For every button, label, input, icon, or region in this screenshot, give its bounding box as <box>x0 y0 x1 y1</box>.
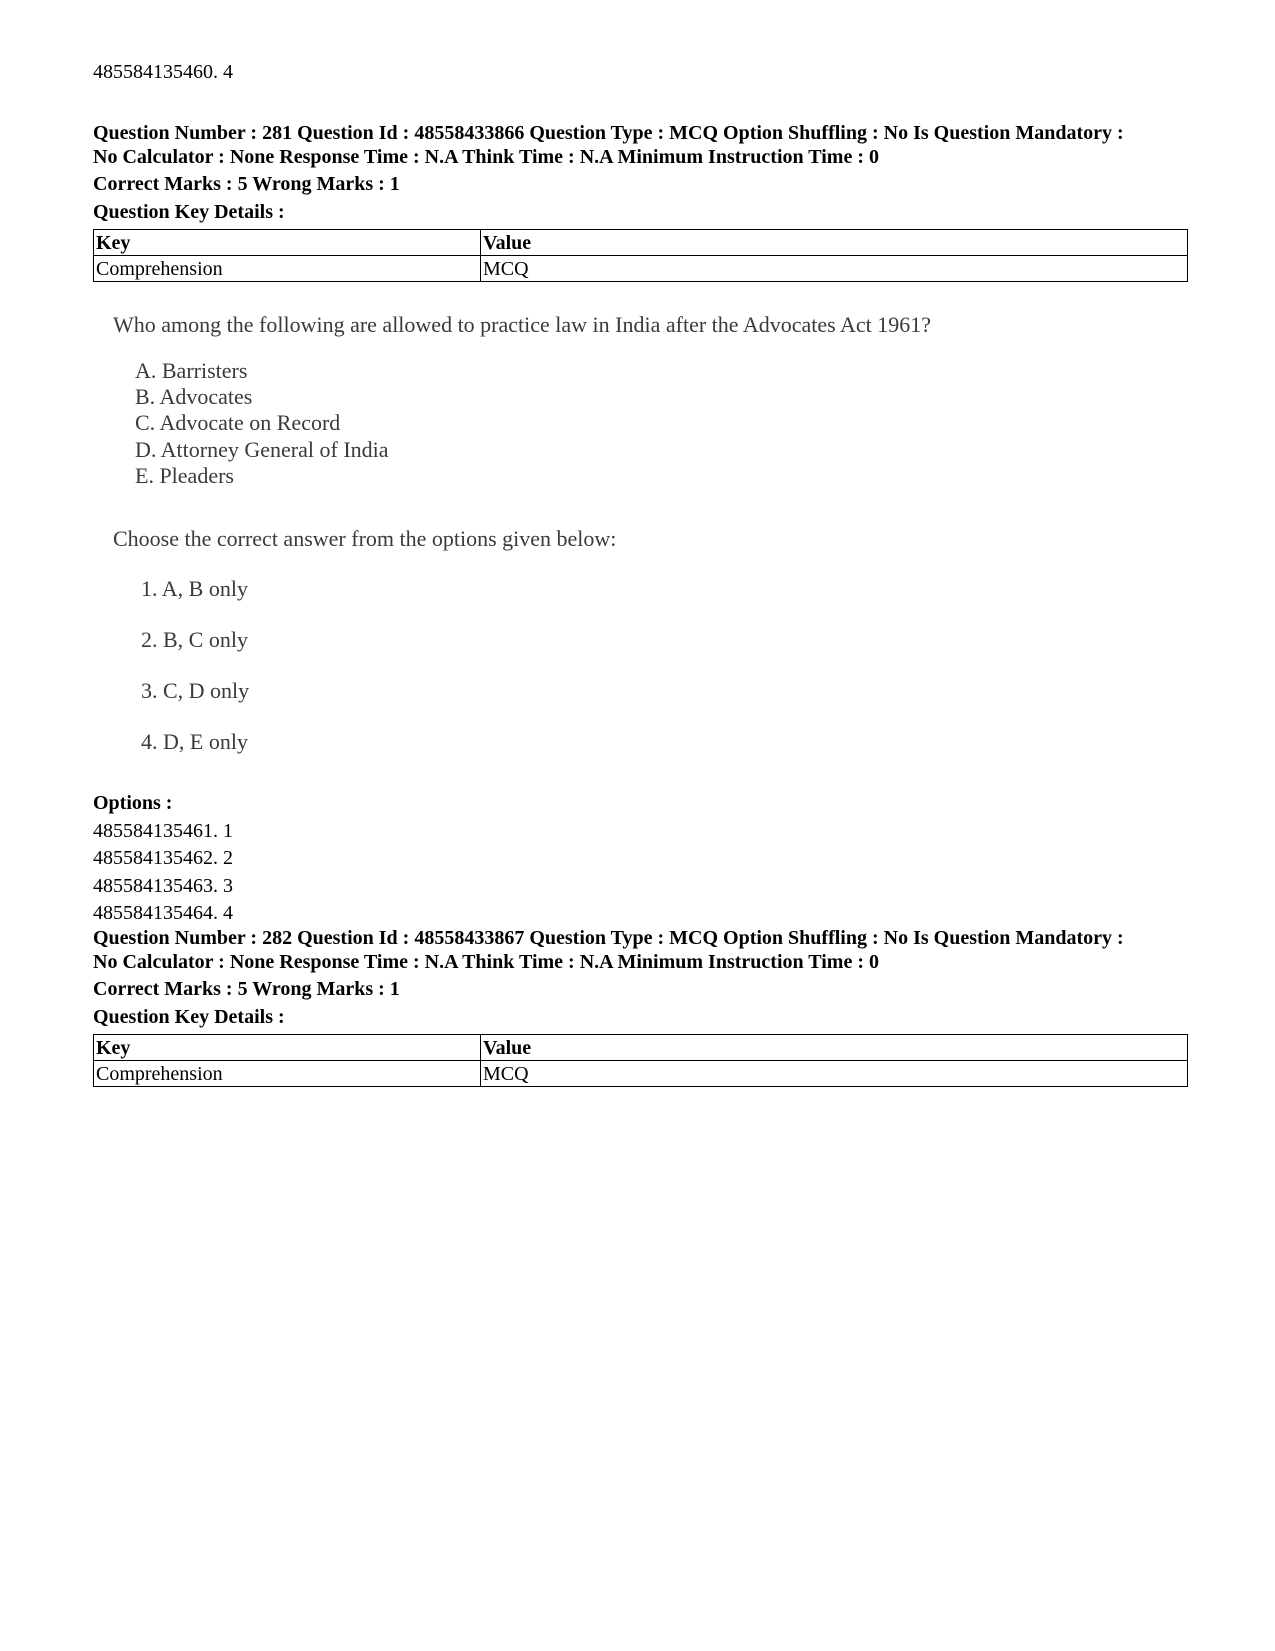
table-header-row <box>94 1035 1188 1061</box>
question-281-meta-line2: No Calculator : None Response Time : N.A Think Time : N.A Minimum Instruction Time : 0 <box>93 145 879 168</box>
table-header-key: Key <box>94 230 481 256</box>
table-header-value: Value <box>481 230 1188 256</box>
choose-instruction: Choose the correct answer from the options given below: <box>113 526 617 551</box>
question-281-header <box>93 122 1188 224</box>
question-281-image <box>93 300 1013 770</box>
options-label: Options : <box>93 792 173 814</box>
question-281-key-table <box>93 229 1188 282</box>
table-cell-key: Comprehension <box>94 1061 481 1087</box>
table-header-value: Value <box>481 1035 1188 1061</box>
answer-choice-4: 4. D, E only <box>141 729 248 754</box>
question-281-key-details-label: Question Key Details : <box>93 200 285 223</box>
question-stem: Who among the following are allowed to practice law in India after the Advocates Act 1961? <box>113 312 931 337</box>
table-row <box>94 1061 1188 1087</box>
option-item-2: 485584135462. 2 <box>93 847 233 869</box>
question-281-options <box>93 790 233 928</box>
table-header-row <box>94 230 1188 256</box>
option-item-3: 485584135463. 3 <box>93 874 233 897</box>
table-header-key: Key <box>94 1035 481 1061</box>
question-282-key-table <box>93 1034 1188 1087</box>
table-cell-value: MCQ <box>481 1061 1188 1087</box>
question-282-key-details-label: Question Key Details : <box>93 1005 285 1028</box>
statement-c: C. Advocate on Record <box>135 410 341 435</box>
statement-b: B. Advocates <box>135 384 253 409</box>
question-281-meta-line1: Question Number : 281 Question Id : 48558433866 Question Type : MCQ Option Shuffling : No Is Question Mandatory : <box>93 122 1124 144</box>
question-282-meta-line1: Question Number : 282 Question Id : 48558433867 Question Type : MCQ Option Shuffling : No Is Question Mandatory : <box>93 927 1124 949</box>
answer-choice-3: 3. C, D only <box>141 678 250 703</box>
question-282-marks: Correct Marks : 5 Wrong Marks : 1 <box>93 978 400 1000</box>
question-282-meta-line2: No Calculator : None Response Time : N.A Think Time : N.A Minimum Instruction Time : 0 <box>93 950 879 973</box>
table-cell-value: MCQ <box>481 256 1188 282</box>
statement-e: E. Pleaders <box>135 463 234 488</box>
table-cell-key: Comprehension <box>94 256 481 282</box>
answer-choice-2: 2. B, C only <box>141 627 248 652</box>
answer-choice-1: 1. A, B only <box>141 576 248 601</box>
question-281-marks: Correct Marks : 5 Wrong Marks : 1 <box>93 173 400 195</box>
table-row <box>94 256 1188 282</box>
question-282-header <box>93 927 1188 1029</box>
option-item-4: 485584135464. 4 <box>93 902 233 924</box>
statement-a: A. Barristers <box>135 358 248 383</box>
statement-d: D. Attorney General of India <box>135 437 389 462</box>
option-item-1: 485584135461. 1 <box>93 819 233 842</box>
previous-option-4: 485584135460. 4 <box>93 61 233 83</box>
